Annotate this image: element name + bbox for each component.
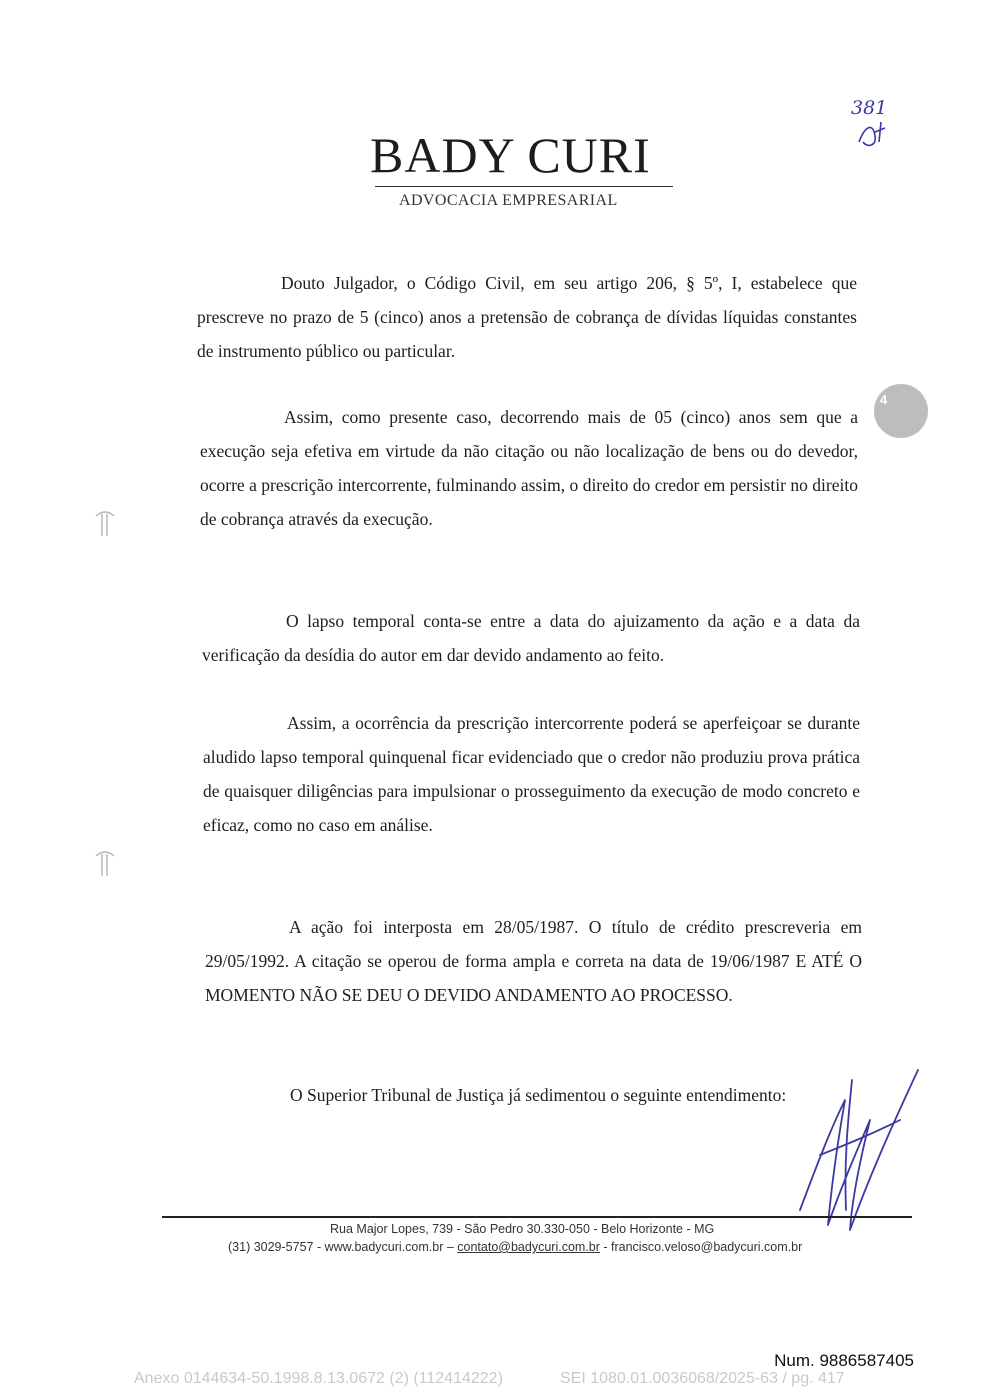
page-badge-number: 4 bbox=[880, 392, 888, 407]
sei-stamp: SEI 1080.01.0036068/2025-63 / pg. 417 bbox=[560, 1370, 845, 1387]
footer-contact bbox=[228, 1240, 802, 1254]
page-badge bbox=[874, 384, 928, 438]
letterhead-rule bbox=[375, 186, 673, 187]
annex-stamp: Anexo 0144634-50.1998.8.13.0672 (2) (112414222) bbox=[134, 1370, 503, 1387]
footer-secondary-email: - francisco.veloso@badycuri.com.br bbox=[599, 1240, 803, 1254]
paragraph-5: A ação foi interposta em 28/05/1987. O título de crédito prescreveria em 29/05/1992. A citação se operou de forma ampla e correta na data de 19/06/1987 E ATÉ O MOMENTO NÃO SE DEU O DEVIDO ANDAMENTO AO PROCESSO. bbox=[205, 917, 862, 1005]
footer-rule bbox=[162, 1216, 912, 1218]
handwritten-page-number bbox=[845, 92, 905, 152]
document-number: Num. 9886587405 bbox=[774, 1351, 914, 1370]
handwritten-page-number-text: 381 bbox=[851, 97, 888, 119]
footer-phone-website: (31) 3029-5757 - www.badycuri.com.br – bbox=[228, 1240, 458, 1254]
hole-punch-mark bbox=[92, 506, 118, 538]
paragraph-6: O Superior Tribunal de Justiça já sedimentou o seguinte entendimento: bbox=[290, 1085, 787, 1105]
footer-address: Rua Major Lopes, 739 - São Pedro 30.330-050 - Belo Horizonte - MG bbox=[330, 1222, 715, 1236]
letterhead-subtitle: ADVOCACIA EMPRESARIAL bbox=[399, 192, 618, 209]
paragraph-2: Assim, como presente caso, decorrendo mais de 05 (cinco) anos sem que a execução seja efetiva em virtude da não citação ou não localização de bens ou do devedor, ocorre a prescrição intercorrente, fulminando assim, o direito do credor em persistir no direito de cobrança através da execução. bbox=[200, 407, 858, 529]
paragraph-3: O lapso temporal conta-se entre a data do ajuizamento da ação e a data da verificação da desídia do autor em dar devido andamento ao feito. bbox=[202, 611, 860, 665]
handwritten-signature bbox=[790, 1060, 930, 1240]
paragraph-4: Assim, a ocorrência da prescrição intercorrente poderá se aperfeiçoar se durante aludido lapso temporal quinquenal ficar evidenciado que o credor não produziu prova prática de quaisquer diligências para impulsionar o prosseguimento da execução de modo concreto e eficaz, como no caso em análise. bbox=[203, 713, 860, 835]
paragraph-1: Douto Julgador, o Código Civil, em seu artigo 206, § 5º, I, estabelece que prescreve no prazo de 5 (cinco) anos a pretensão de cobrança de dívidas líquidas constantes de instrumento público ou particular. bbox=[197, 273, 857, 361]
initials-mark bbox=[859, 122, 885, 145]
hole-punch-mark bbox=[92, 846, 118, 878]
footer-email-link[interactable]: contato@badycuri.com.br bbox=[457, 1240, 600, 1254]
letterhead-brand: BADY CURI bbox=[370, 127, 651, 183]
